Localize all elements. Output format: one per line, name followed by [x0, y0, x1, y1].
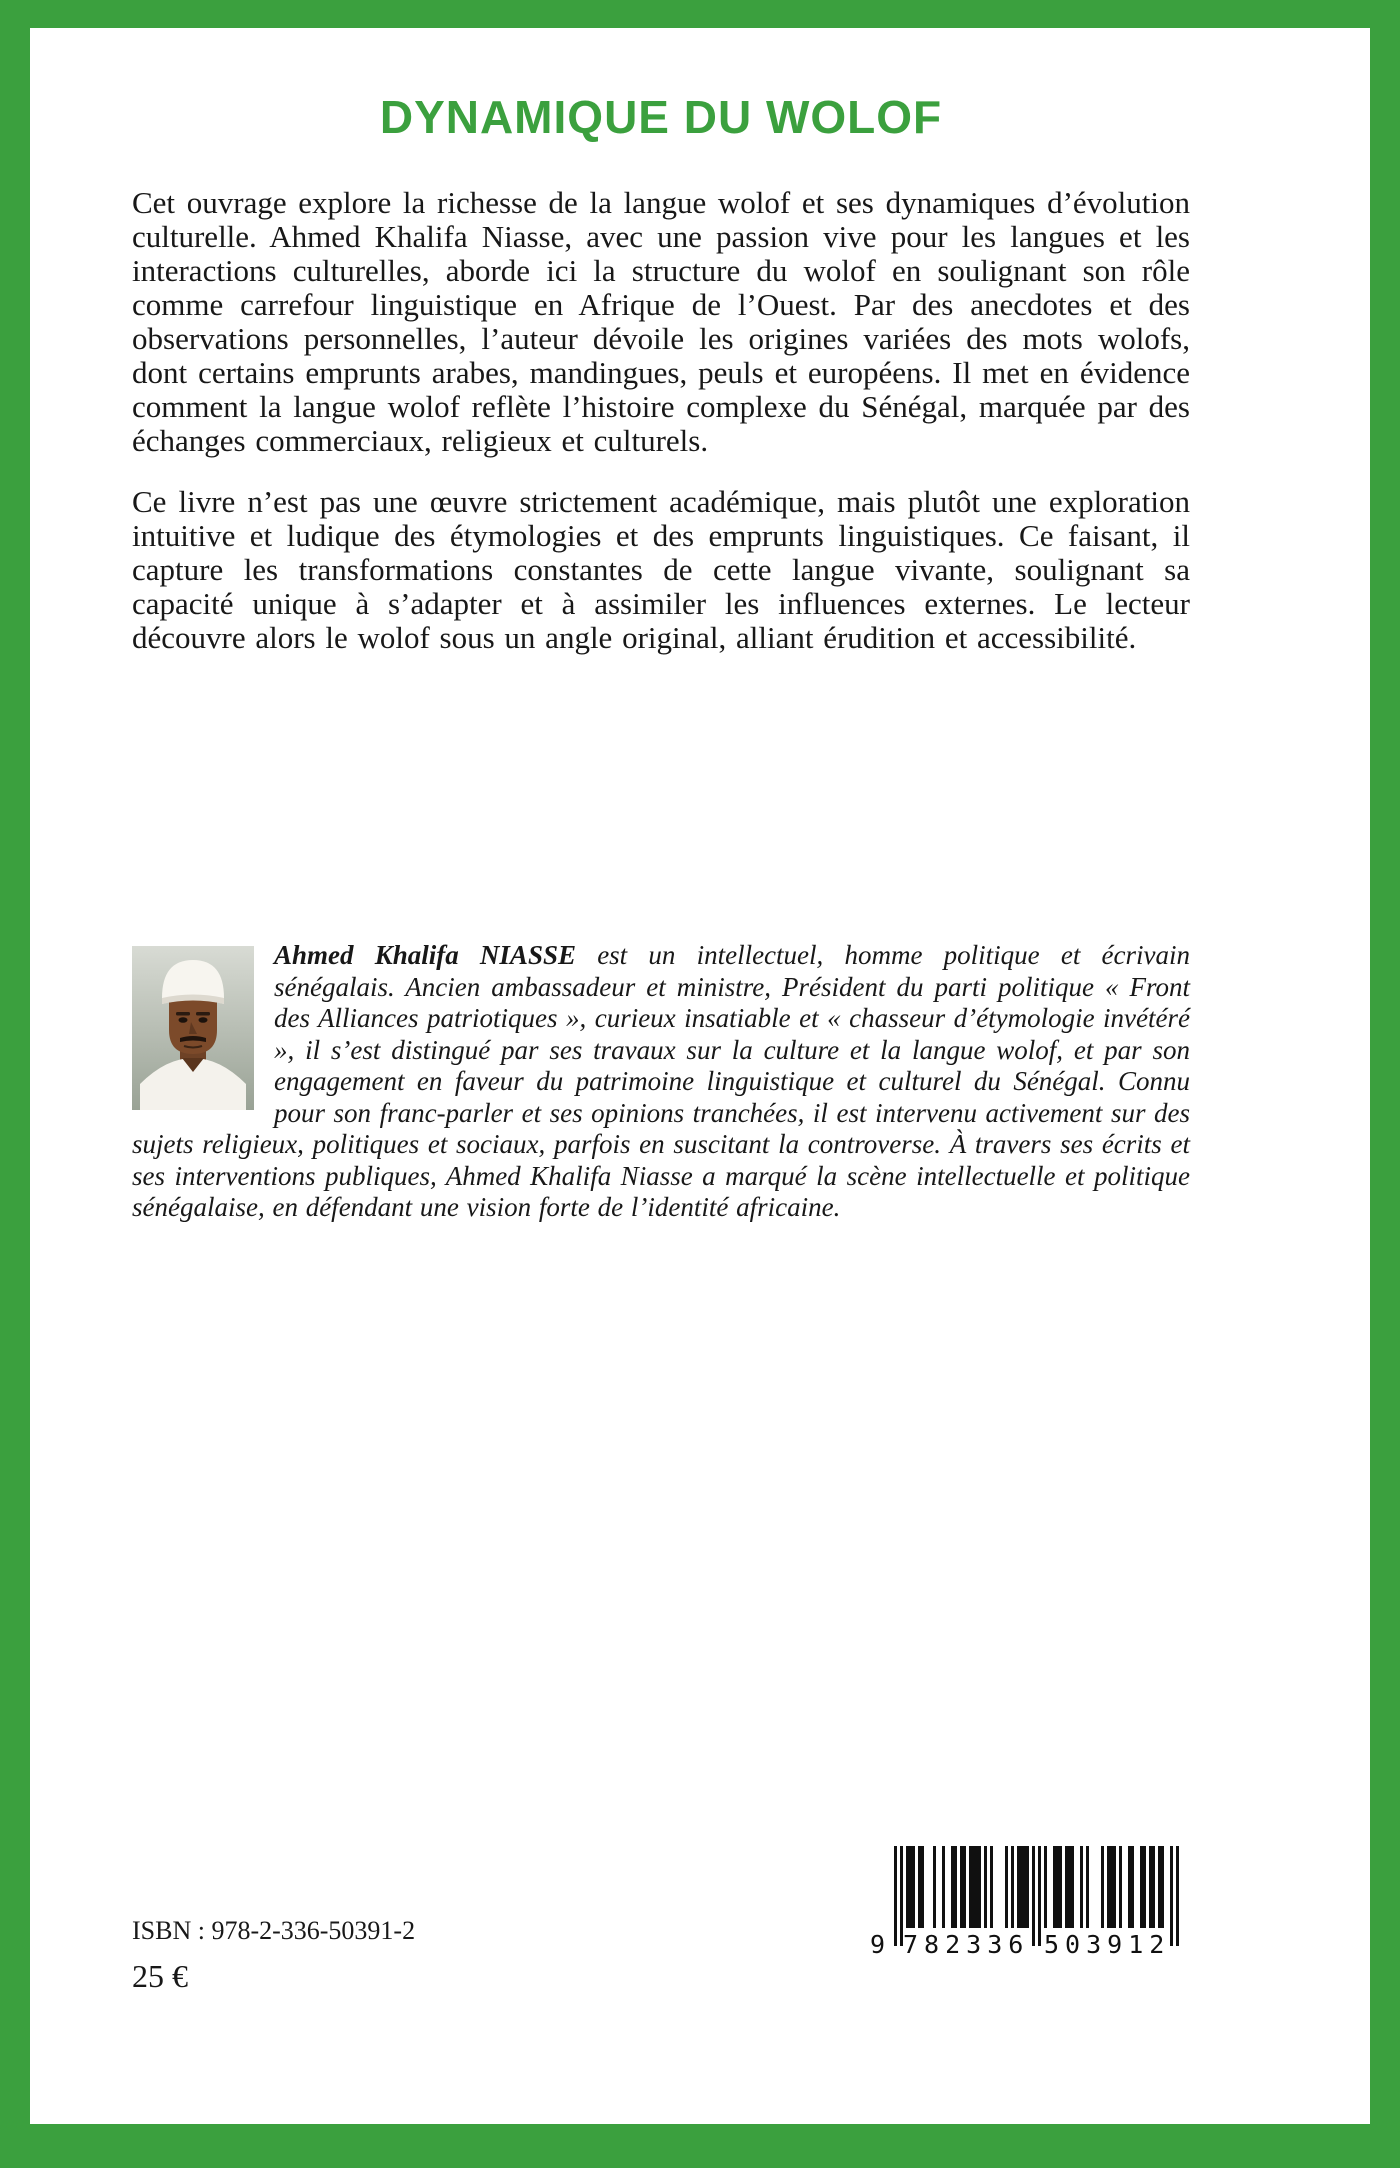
- synopsis-paragraph-2: Ce livre n’est pas une œuvre strictement académique, mais plutôt une exploration intuitive et ludique des étymologies et des emprunts linguistiques. Ce faisant, il capture les transformations constantes de cette langue vivante, soulignant sa capacité unique à s’adapter et à assimiler les influences externes. Le lecteur découvre alors le wolof sous un angle original, alliant érudition et accessibilité.: [132, 484, 1190, 655]
- author-portrait-illustration: [132, 946, 254, 1110]
- synopsis-paragraph-1: Cet ouvrage explore la richesse de la langue wolof et ses dynamiques d’évolution culturelle. Ahmed Khalifa Niasse, avec une passion vive pour les langues et les interactions culturelles, aborde ici la structure du wolof en soulignant son rôle comme carrefour linguistique en Afrique de l’Ouest. Par des anecdotes et des observations personnelles, l’auteur dévoile les origines variées des mots wolofs, dont certains emprunts arabes, mandingues, peuls et européens. Il met en évidence comment la langue wolof reflète l’histoire complexe du Sénégal, marquée par des échanges commerciaux, religieux et culturels.: [132, 185, 1190, 458]
- author-bio-body: est un intellectuel, homme politique et écrivain sénégalais. Ancien ambassadeur et ministre, Président du parti politique « Front des Alliances patriotiques », curieux insatiable et « chasseur d’étymologie invétéré », il s’est distingué par ses travaux sur la culture et la langue wolof, et par son engagement en faveur du patrimoine linguistique et culturel du Sénégal. Connu pour son franc-parler et ses opinions tranchées, il est intervenu activement sur des sujets religieux, politiques et sociaux, parfois en suscitant la controverse. À travers ses écrits et ses interventions publiques, Ahmed Khalifa Niasse a marqué la scène intellectuelle et politique sénégalaise, en défendant une vision forte de l’identité africaine.: [132, 940, 1190, 1222]
- barcode-digit-system: 9: [870, 1930, 886, 1959]
- cover-panel: [30, 28, 1370, 2124]
- author-bio-text: [132, 940, 1190, 1224]
- price-text: 25 €: [132, 1958, 188, 1994]
- author-photo: [132, 946, 254, 1110]
- author-name: Ahmed Khalifa NIASSE: [274, 940, 576, 970]
- barcode-digits-left: 782336: [903, 1930, 1030, 1959]
- synopsis: [132, 186, 1190, 682]
- book-title: DYNAMIQUE DU WOLOF: [379, 91, 943, 143]
- isbn-text: ISBN : 978-2-336-50391-2: [132, 1916, 416, 1945]
- barcode-digits-right: 503912: [1044, 1930, 1171, 1959]
- barcode: [868, 1846, 1190, 1964]
- author-bio-section: [132, 940, 1190, 1224]
